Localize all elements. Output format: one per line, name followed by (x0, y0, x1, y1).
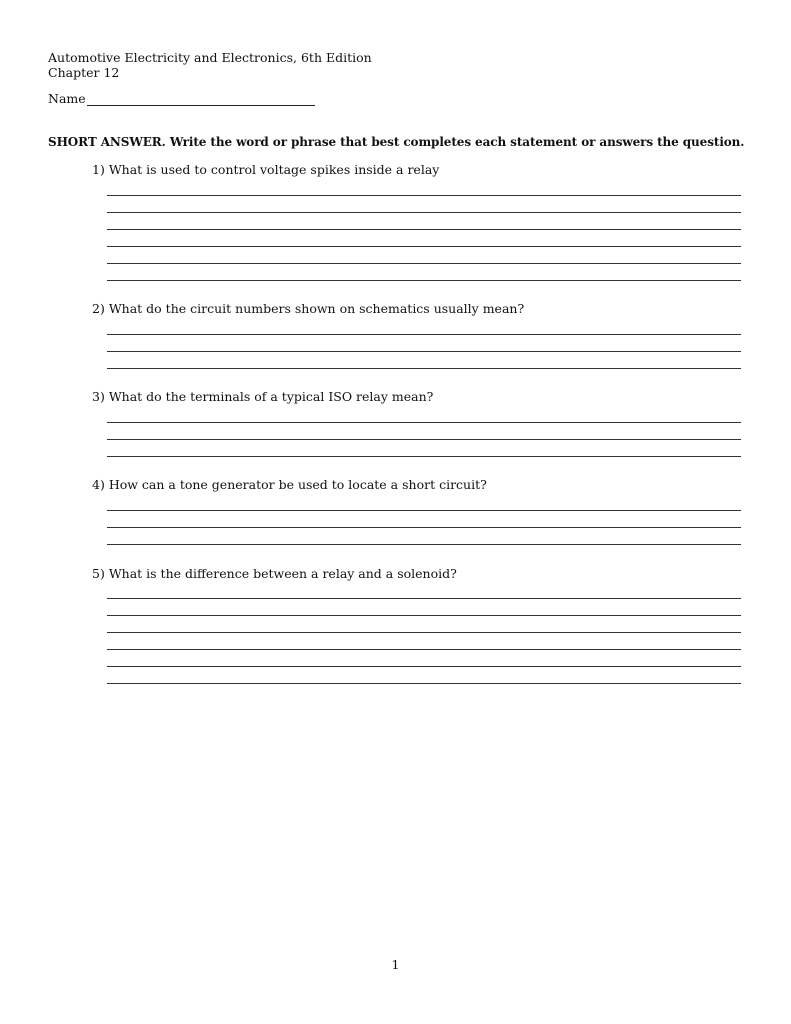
answer-line[interactable] (107, 195, 741, 196)
name-blank-line[interactable] (87, 93, 315, 106)
answer-line[interactable] (107, 229, 741, 230)
question-2 (92, 301, 524, 316)
question-number: 1) (92, 162, 105, 177)
question-text: What do the circuit numbers shown on schematics usually mean? (108, 301, 525, 316)
document-header (48, 50, 372, 80)
name-field (48, 91, 315, 106)
answer-line[interactable] (107, 666, 741, 667)
book-title: Automotive Electricity and Electronics, 6th Edition (48, 50, 372, 65)
answer-line[interactable] (107, 632, 741, 633)
answer-line[interactable] (107, 649, 741, 650)
question-number: 3) (92, 389, 105, 404)
question-text: What do the terminals of a typical ISO relay mean? (108, 389, 434, 404)
answer-line[interactable] (107, 615, 741, 616)
question-5 (92, 566, 457, 581)
question-text: How can a tone generator be used to locate a short circuit? (108, 477, 487, 492)
chapter-label: Chapter 12 (48, 65, 120, 80)
section-instructions: SHORT ANSWER. Write the word or phrase that best completes each statement or answers the question. (48, 135, 745, 149)
page-number: 1 (391, 957, 400, 972)
question-number: 2) (92, 301, 105, 316)
answer-line[interactable] (107, 351, 741, 352)
answer-line[interactable] (107, 334, 741, 335)
answer-line[interactable] (107, 439, 741, 440)
answer-line[interactable] (107, 422, 741, 423)
answer-line[interactable] (107, 368, 741, 369)
answer-line[interactable] (107, 280, 741, 281)
answer-line[interactable] (107, 683, 741, 684)
answer-line[interactable] (107, 246, 741, 247)
answer-line[interactable] (107, 510, 741, 511)
question-4 (92, 477, 487, 492)
question-text: What is the difference between a relay and a solenoid? (108, 566, 457, 581)
answer-line[interactable] (107, 212, 741, 213)
question-text: What is used to control voltage spikes inside a relay (108, 162, 440, 177)
name-label: Name (48, 91, 86, 106)
question-number: 5) (92, 566, 105, 581)
answer-line[interactable] (107, 456, 741, 457)
answer-line[interactable] (107, 544, 741, 545)
question-3 (92, 389, 433, 404)
answer-line[interactable] (107, 263, 741, 264)
answer-line[interactable] (107, 527, 741, 528)
question-1 (92, 162, 439, 177)
answer-line[interactable] (107, 598, 741, 599)
question-number: 4) (92, 477, 105, 492)
